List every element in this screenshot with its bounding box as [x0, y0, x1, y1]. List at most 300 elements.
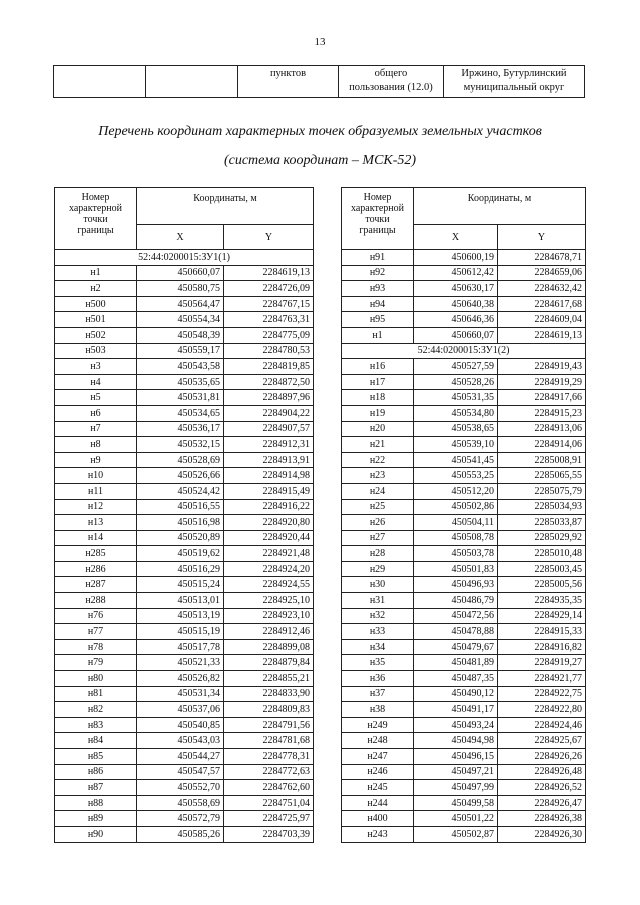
table-row	[342, 421, 586, 437]
x-coord-cell: 450527,59	[414, 359, 498, 375]
table-row	[342, 515, 586, 531]
point-id-cell: н19	[342, 405, 414, 421]
x-coord-cell: 450528,26	[414, 374, 498, 390]
point-id-cell: н1	[55, 265, 137, 281]
x-coord-cell: 450497,99	[414, 780, 498, 796]
table-row	[342, 483, 586, 499]
table-row	[342, 639, 586, 655]
point-id-cell: н244	[342, 795, 414, 811]
x-coord-cell: 450499,58	[414, 795, 498, 811]
table-row	[55, 593, 314, 609]
coordinates-table-left	[54, 187, 314, 843]
point-id-cell: н8	[55, 437, 137, 453]
x-coord-cell: 450496,15	[414, 749, 498, 765]
x-coord-cell: 450516,55	[137, 499, 224, 515]
x-coord-cell: 450503,78	[414, 546, 498, 562]
page-number: 13	[314, 36, 326, 48]
table-header-row	[342, 188, 586, 225]
x-coord-cell: 450472,56	[414, 608, 498, 624]
table-header-row	[55, 188, 314, 225]
point-id-cell: н92	[342, 265, 414, 281]
x-coord-cell: 450537,06	[137, 702, 224, 718]
y-coord-cell: 2284678,71	[498, 250, 586, 266]
table-row	[55, 327, 314, 343]
table-row	[342, 530, 586, 546]
coordinates-body-left	[55, 250, 314, 843]
point-id-cell: н12	[55, 499, 137, 515]
y-coord-cell: 2285065,55	[498, 468, 586, 484]
y-coord-cell: 2284879,84	[224, 655, 314, 671]
y-coord-cell: 2284926,30	[498, 826, 586, 842]
header-line: характерной	[351, 203, 404, 214]
y-coord-cell: 2284914,06	[498, 437, 586, 453]
x-coord-cell: 450512,20	[414, 483, 498, 499]
point-id-cell: н5	[55, 390, 137, 406]
point-id-cell: н287	[55, 577, 137, 593]
point-id-cell: н86	[55, 764, 137, 780]
coordinates-body-right	[342, 250, 586, 843]
point-id-cell: н23	[342, 468, 414, 484]
continuation-text: пользования (12.0)	[349, 82, 433, 93]
table-row	[342, 655, 586, 671]
x-coord-cell: 450535,65	[137, 374, 224, 390]
table-row	[55, 577, 314, 593]
table-row	[342, 561, 586, 577]
point-id-cell: н31	[342, 593, 414, 609]
point-id-cell: н26	[342, 515, 414, 531]
y-coord-cell: 2284913,06	[498, 421, 586, 437]
continuation-cell-2	[146, 66, 238, 98]
header-line: Номер	[81, 192, 110, 203]
point-id-cell: н38	[342, 702, 414, 718]
table-row	[55, 749, 314, 765]
y-coord-cell: 2284915,23	[498, 405, 586, 421]
y-coord-cell: 2284781,68	[224, 733, 314, 749]
y-coord-cell: 2284912,46	[224, 624, 314, 640]
x-coord-cell: 450486,79	[414, 593, 498, 609]
point-id-cell: н11	[55, 483, 137, 499]
y-coord-cell: 2284617,68	[498, 296, 586, 312]
table-row	[55, 437, 314, 453]
point-id-cell: н286	[55, 561, 137, 577]
x-coord-cell: 450490,12	[414, 686, 498, 702]
point-id-cell: н285	[55, 546, 137, 562]
point-id-cell: н89	[55, 811, 137, 827]
y-coord-cell: 2284609,04	[498, 312, 586, 328]
point-id-cell: н91	[342, 250, 414, 266]
x-coord-cell: 450494,98	[414, 733, 498, 749]
x-coord-cell: 450547,57	[137, 764, 224, 780]
y-coord-cell: 2284923,10	[224, 608, 314, 624]
x-coord-cell: 450501,22	[414, 811, 498, 827]
y-coord-cell: 2284926,38	[498, 811, 586, 827]
y-coord-cell: 2284916,22	[224, 499, 314, 515]
point-id-cell: н18	[342, 390, 414, 406]
y-coord-cell: 2284751,04	[224, 795, 314, 811]
point-id-cell: н247	[342, 749, 414, 765]
section-label: 52:44:0200015:ЗУ1(2)	[342, 343, 586, 359]
y-coord-cell: 2284924,20	[224, 561, 314, 577]
x-coord-cell: 450539,10	[414, 437, 498, 453]
y-coord-cell: 2284917,66	[498, 390, 586, 406]
y-coord-cell: 2285008,91	[498, 452, 586, 468]
point-id-cell: н77	[55, 624, 137, 640]
point-id-cell: н501	[55, 312, 137, 328]
table-row	[55, 780, 314, 796]
x-coord-cell: 450513,01	[137, 593, 224, 609]
x-coord-cell: 450534,65	[137, 405, 224, 421]
x-coord-cell: 450515,19	[137, 624, 224, 640]
y-coord-cell: 2284619,13	[498, 327, 586, 343]
x-coord-cell: 450559,17	[137, 343, 224, 359]
x-coord-cell: 450493,24	[414, 717, 498, 733]
y-coord-cell: 2284922,75	[498, 686, 586, 702]
table-row	[55, 296, 314, 312]
table-row	[55, 702, 314, 718]
x-coord-cell: 450532,15	[137, 437, 224, 453]
y-coord-cell: 2284926,26	[498, 749, 586, 765]
x-coord-cell: 450543,58	[137, 359, 224, 375]
y-coord-cell: 2284926,52	[498, 780, 586, 796]
y-coord-cell: 2284919,29	[498, 374, 586, 390]
table-row	[55, 359, 314, 375]
table-row	[55, 515, 314, 531]
point-id-cell: н14	[55, 530, 137, 546]
table-row	[342, 795, 586, 811]
x-coord-cell: 450553,25	[414, 468, 498, 484]
y-coord-cell: 2284762,60	[224, 780, 314, 796]
y-coord-cell: 2284791,56	[224, 717, 314, 733]
table-row	[342, 359, 586, 375]
y-coord-cell: 2284778,31	[224, 749, 314, 765]
point-id-cell: н27	[342, 530, 414, 546]
section-row	[55, 250, 314, 266]
x-coord-cell: 450548,39	[137, 327, 224, 343]
table-row	[342, 780, 586, 796]
x-coord-cell: 450497,21	[414, 764, 498, 780]
y-coord-cell: 2284632,42	[498, 281, 586, 297]
y-coord-cell: 2284767,15	[224, 296, 314, 312]
point-id-cell: н502	[55, 327, 137, 343]
table-row	[342, 374, 586, 390]
table-row	[55, 468, 314, 484]
x-coord-cell: 450558,69	[137, 795, 224, 811]
continuation-text: пунктов	[269, 68, 307, 79]
x-coord-cell: 450544,27	[137, 749, 224, 765]
point-id-cell: н79	[55, 655, 137, 671]
x-coord-cell: 450491,17	[414, 702, 498, 718]
x-coord-cell: 450580,75	[137, 281, 224, 297]
point-id-cell: н25	[342, 499, 414, 515]
point-id-cell: н88	[55, 795, 137, 811]
table-row	[55, 421, 314, 437]
table-row	[342, 671, 586, 687]
continuation-cell-3	[238, 66, 339, 98]
table-row	[342, 546, 586, 562]
continuation-cell-5	[444, 66, 585, 98]
y-coord-cell: 2284912,31	[224, 437, 314, 453]
y-coord-cell: 2284922,80	[498, 702, 586, 718]
x-coord-cell: 450552,70	[137, 780, 224, 796]
table-row	[342, 468, 586, 484]
y-coord-cell: 2284899,08	[224, 639, 314, 655]
coordinates-table-right	[341, 187, 586, 843]
point-column-header	[342, 188, 414, 250]
continuation-row	[54, 66, 585, 98]
point-id-cell: н246	[342, 764, 414, 780]
table-row	[55, 452, 314, 468]
y-coord-cell: 2284872,50	[224, 374, 314, 390]
coords-column-header: Координаты, м	[137, 188, 314, 225]
x-coord-cell: 450538,65	[414, 421, 498, 437]
y-coord-cell: 2284915,33	[498, 624, 586, 640]
continuation-cell-1	[54, 66, 146, 98]
point-id-cell: н78	[55, 639, 137, 655]
table-row	[55, 405, 314, 421]
y-coord-cell: 2284924,46	[498, 717, 586, 733]
point-id-cell: н76	[55, 608, 137, 624]
point-id-cell: н28	[342, 546, 414, 562]
x-coord-cell: 450660,07	[414, 327, 498, 343]
x-coord-cell: 450536,17	[137, 421, 224, 437]
header-line: точки	[365, 214, 390, 225]
x-coord-cell: 450543,03	[137, 733, 224, 749]
point-id-cell: н4	[55, 374, 137, 390]
x-coord-cell: 450600,19	[414, 250, 498, 266]
x-coord-cell: 450630,17	[414, 281, 498, 297]
x-coord-cell: 450502,87	[414, 826, 498, 842]
table-row	[55, 639, 314, 655]
header-line: точки	[83, 214, 108, 225]
point-id-cell: н81	[55, 686, 137, 702]
y-coord-cell: 2285075,79	[498, 483, 586, 499]
point-id-cell: н6	[55, 405, 137, 421]
y-coord-cell: 2284775,09	[224, 327, 314, 343]
point-id-cell: н2	[55, 281, 137, 297]
x-coord-cell: 450521,33	[137, 655, 224, 671]
table-row	[55, 624, 314, 640]
point-id-cell: н21	[342, 437, 414, 453]
header-line: границы	[359, 225, 396, 236]
point-id-cell: н20	[342, 421, 414, 437]
table-row	[342, 405, 586, 421]
table-row	[342, 733, 586, 749]
table-row	[55, 312, 314, 328]
table-row	[55, 764, 314, 780]
point-id-cell: н90	[55, 826, 137, 842]
x-coord-cell: 450481,89	[414, 655, 498, 671]
y-coord-cell: 2284919,43	[498, 359, 586, 375]
table-row	[55, 483, 314, 499]
table-row	[55, 374, 314, 390]
y-coord-cell: 2285029,92	[498, 530, 586, 546]
table-row	[55, 265, 314, 281]
point-id-cell: н9	[55, 452, 137, 468]
y-coord-cell: 2284925,10	[224, 593, 314, 609]
x-coord-cell: 450541,45	[414, 452, 498, 468]
point-id-cell: н3	[55, 359, 137, 375]
table-row	[342, 826, 586, 842]
point-id-cell: н29	[342, 561, 414, 577]
y-coord-cell: 2285033,87	[498, 515, 586, 531]
point-id-cell: н245	[342, 780, 414, 796]
point-id-cell: н37	[342, 686, 414, 702]
y-coord-cell: 2284809,83	[224, 702, 314, 718]
section-heading: Перечень координат характерных точек образуемых земельных участков	[98, 124, 542, 139]
y-coord-cell: 2284763,31	[224, 312, 314, 328]
y-coord-cell: 2285010,48	[498, 546, 586, 562]
y-coord-cell: 2284935,35	[498, 593, 586, 609]
point-id-cell: н30	[342, 577, 414, 593]
point-id-cell: н500	[55, 296, 137, 312]
y-coord-cell: 2284919,27	[498, 655, 586, 671]
point-id-cell: н17	[342, 374, 414, 390]
x-coord-cell: 450501,83	[414, 561, 498, 577]
y-coord-cell: 2284920,44	[224, 530, 314, 546]
table-row	[55, 733, 314, 749]
y-coord-cell: 2284725,97	[224, 811, 314, 827]
x-coord-cell: 450487,35	[414, 671, 498, 687]
y-coord-cell: 2284921,48	[224, 546, 314, 562]
table-row	[342, 499, 586, 515]
y-coord-cell: 2284904,22	[224, 405, 314, 421]
x-coord-cell: 450531,34	[137, 686, 224, 702]
x-coord-cell: 450513,19	[137, 608, 224, 624]
table-row	[342, 764, 586, 780]
continuation-text: Иржино, Бутурлинский	[461, 68, 567, 79]
table-row	[342, 390, 586, 406]
table-row	[342, 265, 586, 281]
y-coord-cell: 2284926,47	[498, 795, 586, 811]
x-coord-cell: 450516,98	[137, 515, 224, 531]
table-row	[55, 530, 314, 546]
table-row	[55, 546, 314, 562]
point-id-cell: н13	[55, 515, 137, 531]
point-id-cell: н87	[55, 780, 137, 796]
table-row	[55, 499, 314, 515]
x-coord-cell: 450646,36	[414, 312, 498, 328]
x-coord-cell: 450524,42	[137, 483, 224, 499]
x-coord-cell: 450612,42	[414, 265, 498, 281]
header-line: границы	[77, 225, 114, 236]
y-coord-cell: 2284897,96	[224, 390, 314, 406]
table-row	[55, 281, 314, 297]
table-row	[342, 281, 586, 297]
y-coord-cell: 2284916,82	[498, 639, 586, 655]
continuation-text: общего	[374, 68, 408, 79]
y-coord-cell: 2284819,85	[224, 359, 314, 375]
y-coord-cell: 2284926,48	[498, 764, 586, 780]
x-coord-cell: 450496,93	[414, 577, 498, 593]
point-id-cell: н95	[342, 312, 414, 328]
continuation-table	[53, 65, 585, 98]
point-id-cell: н34	[342, 639, 414, 655]
y-coord-cell: 2285005,56	[498, 577, 586, 593]
table-row	[342, 327, 586, 343]
x-coord-cell: 450526,82	[137, 671, 224, 687]
point-id-cell: н33	[342, 624, 414, 640]
x-column-header: X	[414, 225, 498, 250]
continuation-text: муниципальный округ	[463, 82, 565, 93]
point-id-cell: н503	[55, 343, 137, 359]
point-id-cell: н93	[342, 281, 414, 297]
x-coord-cell: 450554,34	[137, 312, 224, 328]
x-coord-cell: 450585,26	[137, 826, 224, 842]
y-coord-cell: 2284772,63	[224, 764, 314, 780]
table-row	[342, 749, 586, 765]
point-id-cell: н1	[342, 327, 414, 343]
x-coord-cell: 450640,38	[414, 296, 498, 312]
coords-column-header: Координаты, м	[414, 188, 586, 225]
y-coord-cell: 2284780,53	[224, 343, 314, 359]
x-coord-cell: 450479,67	[414, 639, 498, 655]
x-coord-cell: 450534,80	[414, 405, 498, 421]
y-coord-cell: 2284914,98	[224, 468, 314, 484]
y-coord-cell: 2284907,57	[224, 421, 314, 437]
table-row	[342, 608, 586, 624]
x-coord-cell: 450528,69	[137, 452, 224, 468]
section-subheading: (система координат – МСК-52)	[223, 153, 417, 168]
y-coord-cell: 2284915,49	[224, 483, 314, 499]
y-coord-cell: 2284619,13	[224, 265, 314, 281]
y-coord-cell: 2284913,91	[224, 452, 314, 468]
point-id-cell: н36	[342, 671, 414, 687]
table-row	[342, 702, 586, 718]
y-coord-cell: 2284855,21	[224, 671, 314, 687]
section-row	[342, 343, 586, 359]
point-id-cell: н82	[55, 702, 137, 718]
x-coord-cell: 450572,79	[137, 811, 224, 827]
point-id-cell: н84	[55, 733, 137, 749]
y-coord-cell: 2284833,90	[224, 686, 314, 702]
table-row	[342, 686, 586, 702]
point-id-cell: н288	[55, 593, 137, 609]
x-coord-cell: 450540,85	[137, 717, 224, 733]
point-id-cell: н16	[342, 359, 414, 375]
x-coord-cell: 450526,66	[137, 468, 224, 484]
table-row	[342, 452, 586, 468]
y-column-header: Y	[224, 225, 314, 250]
point-id-cell: н85	[55, 749, 137, 765]
point-id-cell: н32	[342, 608, 414, 624]
point-id-cell: н22	[342, 452, 414, 468]
point-id-cell: н400	[342, 811, 414, 827]
y-coord-cell: 2284659,06	[498, 265, 586, 281]
y-coord-cell: 2284726,09	[224, 281, 314, 297]
point-id-cell: н24	[342, 483, 414, 499]
x-coord-cell: 450516,29	[137, 561, 224, 577]
header-line: Номер	[363, 192, 392, 203]
table-row	[55, 655, 314, 671]
y-coord-cell: 2284703,39	[224, 826, 314, 842]
point-id-cell: н249	[342, 717, 414, 733]
table-row	[342, 577, 586, 593]
table-row	[55, 390, 314, 406]
table-row	[55, 826, 314, 842]
table-row	[342, 437, 586, 453]
table-row	[342, 717, 586, 733]
table-row	[342, 593, 586, 609]
x-coord-cell: 450478,88	[414, 624, 498, 640]
table-row	[342, 624, 586, 640]
point-id-cell: н83	[55, 717, 137, 733]
point-id-cell: н7	[55, 421, 137, 437]
table-row	[55, 671, 314, 687]
y-coord-cell: 2284920,80	[224, 515, 314, 531]
point-id-cell: н35	[342, 655, 414, 671]
y-coord-cell: 2284921,77	[498, 671, 586, 687]
x-coord-cell: 450515,24	[137, 577, 224, 593]
